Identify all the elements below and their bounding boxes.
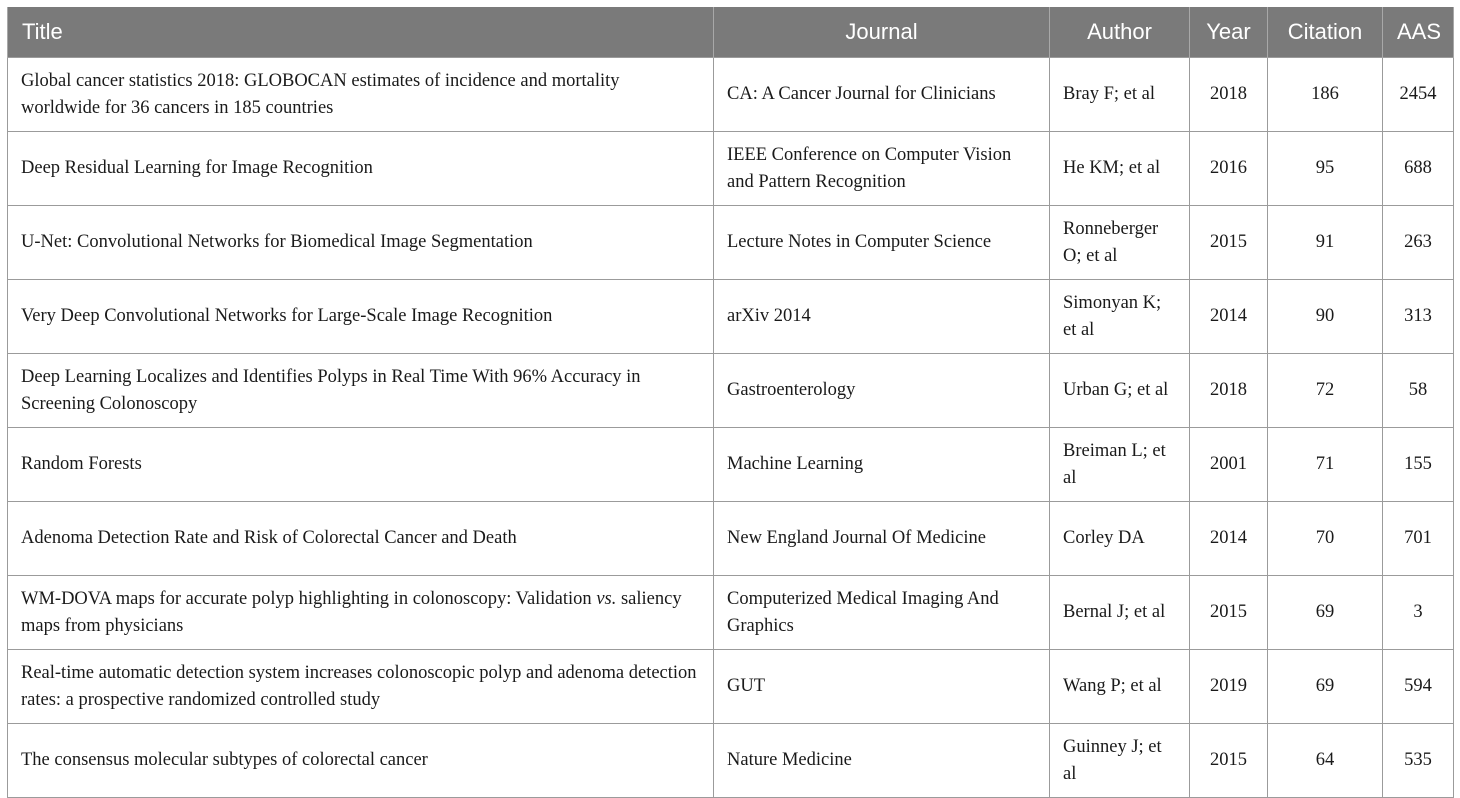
cell-title: The consensus molecular subtypes of colorectal cancer: [8, 724, 714, 798]
cell-author: Guinney J; et al: [1050, 724, 1190, 798]
header-title: Title: [8, 7, 714, 58]
cell-aas: 2454: [1383, 58, 1454, 132]
table-row: [8, 354, 1454, 428]
table-row: [8, 280, 1454, 354]
cell-citation: 186: [1268, 58, 1383, 132]
cell-year: 2019: [1190, 650, 1268, 724]
cell-author: Breiman L; et al: [1050, 428, 1190, 502]
cell-year: 2018: [1190, 58, 1268, 132]
cell-citation: 71: [1268, 428, 1383, 502]
cell-journal: Lecture Notes in Computer Science: [714, 206, 1050, 280]
cell-journal: Nature Medicine: [714, 724, 1050, 798]
cell-author: Simonyan K; et al: [1050, 280, 1190, 354]
cell-title: [8, 576, 714, 650]
cell-journal: Gastroenterology: [714, 354, 1050, 428]
cell-year: 2015: [1190, 576, 1268, 650]
cell-journal: IEEE Conference on Computer Vision and Pattern Recognition: [714, 132, 1050, 206]
cell-aas: 688: [1383, 132, 1454, 206]
title-text: WM-DOVA maps for accurate polyp highlighting in colonoscopy: Validation: [21, 589, 597, 609]
cell-year: 2014: [1190, 280, 1268, 354]
cell-year: 2001: [1190, 428, 1268, 502]
header-row: [8, 7, 1454, 58]
cell-citation: 70: [1268, 502, 1383, 576]
cell-journal: Machine Learning: [714, 428, 1050, 502]
table-row: [8, 206, 1454, 280]
cell-title: Very Deep Convolutional Networks for Large-Scale Image Recognition: [8, 280, 714, 354]
cell-author: Bernal J; et al: [1050, 576, 1190, 650]
cell-journal: New England Journal Of Medicine: [714, 502, 1050, 576]
cell-citation: 69: [1268, 650, 1383, 724]
cell-citation: 90: [1268, 280, 1383, 354]
cell-year: 2018: [1190, 354, 1268, 428]
cell-journal: arXiv 2014: [714, 280, 1050, 354]
table-row: [8, 502, 1454, 576]
cell-title: Adenoma Detection Rate and Risk of Colorectal Cancer and Death: [8, 502, 714, 576]
cell-year: 2015: [1190, 724, 1268, 798]
cell-title: Random Forests: [8, 428, 714, 502]
cell-year: 2015: [1190, 206, 1268, 280]
cell-aas: 594: [1383, 650, 1454, 724]
table-row: [8, 132, 1454, 206]
cell-aas: 58: [1383, 354, 1454, 428]
cell-citation: 69: [1268, 576, 1383, 650]
cell-citation: 95: [1268, 132, 1383, 206]
table-row: [8, 650, 1454, 724]
cell-journal: Computerized Medical Imaging And Graphics: [714, 576, 1050, 650]
table-row: [8, 58, 1454, 132]
cell-aas: 3: [1383, 576, 1454, 650]
table-row: [8, 428, 1454, 502]
cell-aas: 155: [1383, 428, 1454, 502]
header-author: Author: [1050, 7, 1190, 58]
cell-aas: 313: [1383, 280, 1454, 354]
cell-author: Urban G; et al: [1050, 354, 1190, 428]
title-italic-text: vs.: [596, 589, 617, 609]
cell-year: 2016: [1190, 132, 1268, 206]
cell-citation: 72: [1268, 354, 1383, 428]
title-text: saliency maps from physicians: [21, 589, 682, 636]
header-aas: AAS: [1383, 7, 1454, 58]
cell-author: Wang P; et al: [1050, 650, 1190, 724]
cell-aas: 701: [1383, 502, 1454, 576]
table-row: [8, 576, 1454, 650]
header-citation: Citation: [1268, 7, 1383, 58]
cell-aas: 535: [1383, 724, 1454, 798]
cell-title: Deep Residual Learning for Image Recognition: [8, 132, 714, 206]
cell-citation: 91: [1268, 206, 1383, 280]
header-year: Year: [1190, 7, 1268, 58]
cell-citation: 64: [1268, 724, 1383, 798]
cell-year: 2014: [1190, 502, 1268, 576]
cell-journal: GUT: [714, 650, 1050, 724]
cell-aas: 263: [1383, 206, 1454, 280]
header-journal: Journal: [714, 7, 1050, 58]
cell-author: Bray F; et al: [1050, 58, 1190, 132]
cell-author: He KM; et al: [1050, 132, 1190, 206]
cell-title: U-Net: Convolutional Networks for Biomedical Image Segmentation: [8, 206, 714, 280]
cell-title: Global cancer statistics 2018: GLOBOCAN estimates of incidence and mortality worldwide for 36 cancers in 185 countries: [8, 58, 714, 132]
cell-author: Ronneberger O; et al: [1050, 206, 1190, 280]
cell-title: Deep Learning Localizes and Identifies Polyps in Real Time With 96% Accuracy in Screening Colonoscopy: [8, 354, 714, 428]
table-row: [8, 724, 1454, 798]
cell-author: Corley DA: [1050, 502, 1190, 576]
cell-journal: CA: A Cancer Journal for Clinicians: [714, 58, 1050, 132]
references-table: [7, 7, 1454, 798]
cell-title: Real-time automatic detection system increases colonoscopic polyp and adenoma detection rates: a prospective randomized controlled study: [8, 650, 714, 724]
